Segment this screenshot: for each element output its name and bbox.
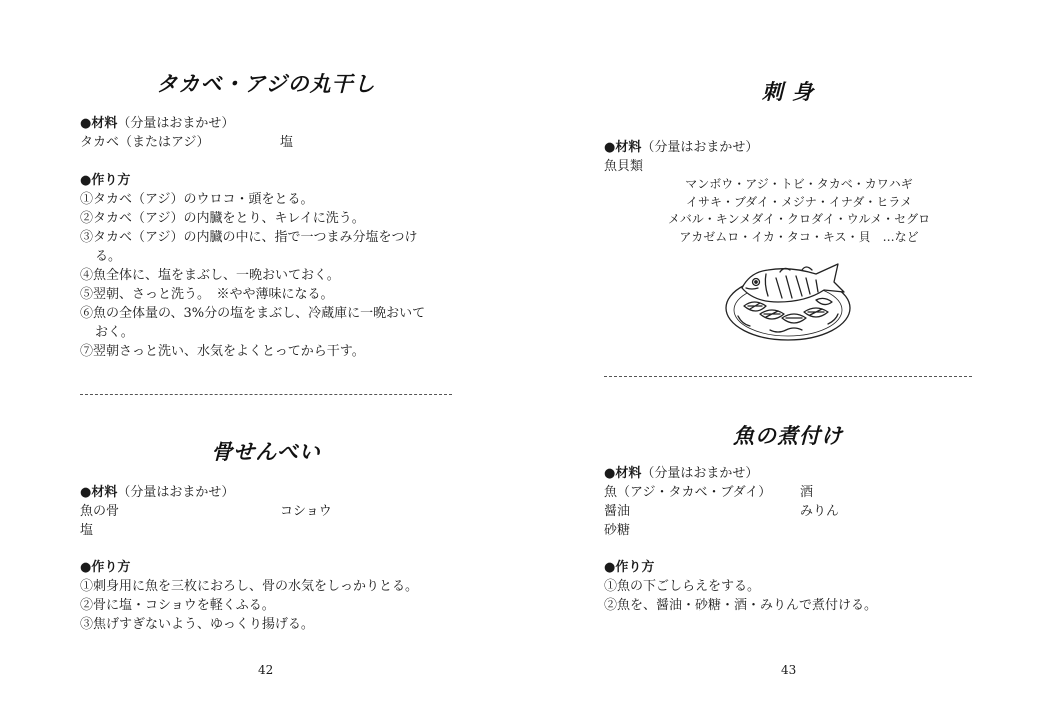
method-step: ③焦げすぎないよう、ゆっくり揚げる。 [80, 617, 314, 632]
nitsuke-ingredients [604, 464, 839, 540]
method-step: ④魚全体に、塩をまぶし、一晩おいておく。 [80, 268, 340, 283]
section-divider [80, 394, 452, 395]
ingredients-heading [80, 483, 332, 502]
method-step: ②骨に塩・コショウを軽くふる。 [80, 598, 275, 613]
method-heading: ●作り方 [80, 173, 131, 188]
ingredients-heading [80, 114, 293, 133]
section-divider [604, 376, 972, 377]
method-step: ②魚を、醤油・砂糖・酒・みりんで煮付ける。 [604, 598, 878, 613]
ingredients-label: ●材料 [80, 116, 118, 131]
ingredient-item: 酒 [800, 485, 814, 500]
method-step-continuation: おく。 [95, 325, 134, 340]
method-step-continuation: る。 [95, 249, 122, 264]
method-step: ③タカベ（アジ）の内臓の中に、指で一つまみ分塩をつけ [80, 230, 418, 245]
ingredients-label: ●材料 [604, 466, 642, 481]
method-step: ①タカベ（アジ）のウロコ・頭をとる。 [80, 192, 314, 207]
ingredients-heading [604, 138, 758, 157]
ingredients-label: ●材料 [80, 485, 118, 500]
method-step: ⑥魚の全体量の、3%分の塩をまぶし、冷蔵庫に一晩おいて [80, 306, 426, 321]
ingredient-item: 魚の骨 [80, 504, 120, 519]
ingredient-item: 砂糖 [604, 523, 631, 538]
page-number: 42 [258, 663, 274, 677]
ingredients-label: ●材料 [604, 140, 642, 155]
sashimi-title: 刺 身 [761, 80, 815, 104]
ingredient-item: みりん [800, 504, 840, 519]
nitsuke-title: 魚の煮付け [733, 424, 843, 448]
ingredient-row [80, 521, 332, 540]
ingredient-row [80, 502, 332, 521]
maruboshi-method [80, 171, 425, 361]
hone-senbei-method [80, 558, 418, 634]
fish-list-line: アカゼムロ・イカ・タコ・キス・貝 …など [679, 229, 919, 244]
ingredient-row [80, 133, 293, 152]
method-step: ⑦翌朝さっと洗い、水気をよくとってから干す。 [80, 344, 365, 359]
ingredient-row [604, 483, 839, 502]
ingredients-note: （分量はおまかせ） [641, 466, 759, 481]
sashimi-platter-icon [720, 258, 860, 346]
right-page [520, 0, 1040, 720]
ingredients-note: （分量はおまかせ） [117, 116, 235, 131]
ingredient-row [604, 502, 839, 521]
hone-senbei-title: 骨せんべい [211, 440, 321, 464]
fish-list-line: イサキ・ブダイ・メジナ・イナダ・ヒラメ [686, 194, 912, 209]
method-step: ①刺身用に魚を三枚におろし、骨の水気をしっかりとる。 [80, 579, 419, 594]
fish-list-line: マンボウ・アジ・トビ・タカベ・カワハギ [685, 177, 913, 191]
ingredient-item: 魚（アジ・タカベ・ブダイ） [604, 485, 772, 500]
hone-senbei-ingredients [80, 483, 332, 540]
ingredient-row [604, 521, 839, 540]
maruboshi-ingredients [80, 114, 293, 152]
ingredient-item: 塩 [280, 135, 294, 150]
sashimi-ingredients [604, 138, 758, 176]
method-step: ①魚の下ごしらえをする。 [604, 579, 761, 594]
fish-list-line: メバル・キンメダイ・クロダイ・ウルメ・セグロ [667, 212, 931, 226]
ingredients-heading [604, 464, 839, 483]
ingredients-note: （分量はおまかせ） [117, 485, 235, 500]
maruboshi-title: タカベ・アジの丸干し [156, 72, 376, 96]
ingredient-item: 塩 [80, 523, 94, 538]
nitsuke-method [604, 558, 877, 615]
method-heading: ●作り方 [604, 560, 655, 575]
ingredient-item: 醤油 [604, 504, 631, 519]
method-heading: ●作り方 [80, 560, 131, 575]
fish-list [604, 176, 994, 246]
ingredient-item: コショウ [280, 504, 332, 519]
page-number: 43 [781, 663, 797, 677]
ingredient-item: タカベ（またはアジ） [80, 135, 210, 150]
ingredient-item: 魚貝類 [604, 159, 644, 174]
method-step: ⑤翌朝、さっと洗う。 ※やや薄味になる。 [80, 287, 334, 302]
method-step: ②タカベ（アジ）の内臓をとり、キレイに洗う。 [80, 211, 365, 226]
ingredients-note: （分量はおまかせ） [641, 140, 759, 155]
